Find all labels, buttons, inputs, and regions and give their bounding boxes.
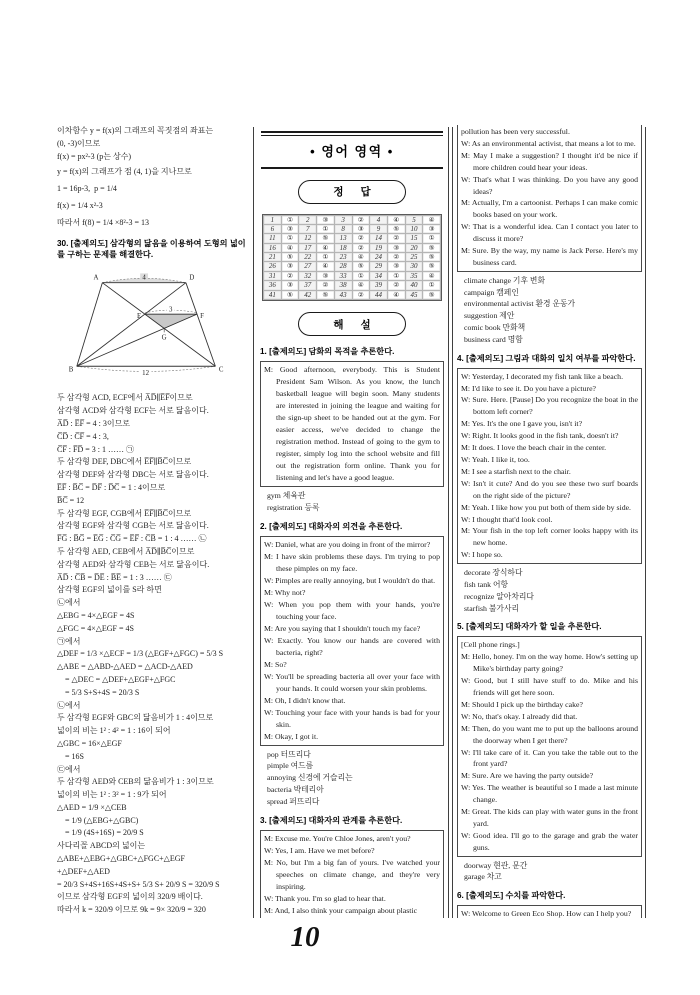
answer-question-number: 9 [370, 225, 387, 233]
answer-choice: ④ [423, 216, 440, 224]
trapezoid-diagram [65, 264, 237, 382]
math-line: △ABE = △ABD-△AED = △ACD-△AED [57, 662, 193, 672]
vocabulary-item: gym 체육관 [267, 491, 306, 501]
math-line: △FGC = 4×△EGF = 4S [57, 623, 134, 633]
answer-question-number: 14 [370, 234, 387, 242]
vocabulary-item: climate change 기후 변화 [464, 275, 545, 285]
math-line: 이차함수 y = f(x)의 그래프의 꼭짓점의 좌표는 [57, 126, 214, 135]
answer-choice: ② [317, 281, 334, 289]
point-label-e: E [136, 313, 142, 321]
dialogue-line: W: Sure. Here. [Pause] Do you recognize the boat in the bottom left corner? [461, 395, 638, 417]
dialogue-line: W: As an environmental activist, that means a lot to me. [461, 138, 636, 148]
answer-question-number: 12 [299, 234, 316, 242]
math-line: 이므로 삼각형 EGF의 넓이의 320/9 배이다. [57, 892, 203, 902]
math-line: 두 삼각형 ACD, ECF에서 A̅D̅∥E̅F̅이므로 [57, 393, 193, 403]
answer-choice: ⑤ [353, 262, 370, 270]
vocabulary-item: pop 터뜨리다 [267, 749, 311, 759]
dialogue-line: W: Touching your face with your hands is bad for your skin. [264, 707, 440, 729]
answer-question-number: 37 [299, 281, 316, 289]
dialogue-line: M: And, I also think your campaign about plastic [264, 905, 418, 915]
q30-geometry-figure [65, 264, 249, 387]
vertex-label-a: A [93, 275, 99, 283]
column-divider-right [645, 127, 646, 918]
answer-question-number: 15 [406, 234, 423, 242]
dialogue-line: M: Sure. By the way, my name is Jack Perse. Here's my business card. [461, 246, 638, 267]
question-4-dialogue-box [457, 368, 642, 565]
answer-choice: ⑤ [282, 253, 299, 261]
vocabulary-item: starfish 불가사리 [464, 603, 520, 613]
vocabulary-item: spread 퍼뜨리다 [267, 796, 320, 806]
answer-question-number: 33 [335, 272, 352, 280]
question-2-objective-heading: 2. [출제의도] 대화자의 의견을 추론한다. [260, 521, 403, 531]
vocabulary-item: doorway 현관, 문간 [464, 860, 528, 870]
question-5-vocabulary-list [464, 860, 642, 884]
dialogue-line: M: Yeah. I like how you put both of them side by side. [461, 502, 632, 512]
dialogue-line: [Cell phone rings.] [461, 640, 520, 650]
answer-question-number: 13 [335, 234, 352, 242]
answer-question-number: 2 [299, 216, 316, 224]
length-label-bc: 12 [142, 370, 150, 378]
answer-question-number: 20 [406, 244, 423, 252]
answer-question-number: 22 [299, 253, 316, 261]
answer-question-number: 5 [406, 216, 423, 224]
dialogue-line: M: Your fish in the top left corner looks happy with its new home. [461, 526, 638, 548]
math-line: (0, -3)이므로 [57, 138, 101, 148]
answer-choice: ④ [317, 262, 334, 270]
figure-edges [77, 283, 216, 367]
dialogue-line: W: Pimples are really annoying, but I wouldn't do that. [264, 575, 436, 585]
dialogue-line: W: Yeah. I like it, too. [461, 455, 530, 464]
answer-choice: ① [282, 234, 299, 242]
dialogue-line: M: May I make a suggestion? I thought it'd be nice if more children could hear your ideas. [461, 150, 638, 172]
dialogue-line: M: I see a starfish next to the chair. [461, 466, 571, 476]
question-4-vocabulary-list [464, 567, 642, 614]
answer-question-number: 27 [299, 262, 316, 270]
question-2-vocabulary-list [267, 749, 444, 808]
question-3-dialogue-box-part1 [260, 830, 444, 918]
answer-question-number: 25 [406, 253, 423, 261]
math-line: 사다리꼴 ABCD의 넓이는 [57, 841, 146, 851]
answer-choice: ④ [353, 253, 370, 261]
dialogue-line: M: Should I pick up the birthday cake? [461, 699, 583, 709]
column-divider-middle-inner [452, 127, 453, 918]
vocabulary-item: fish tank 어항 [464, 579, 509, 589]
vocabulary-item: campaign 캠페인 [464, 287, 519, 297]
dialogue-line: pollution has been very successful. [461, 127, 570, 136]
answer-choice: ② [353, 291, 370, 299]
dialogue-line: M: Sure. Are we having the party outside? [461, 771, 594, 781]
vocabulary-item: decorate 장식하다 [464, 568, 523, 578]
math-line: F̅G̅ : B̅G̅ = E̅G̅ : C̅G̅ = E̅F̅ : C̅B̅ = 1 : 4 …… ㉡ [57, 534, 207, 544]
english-section-title: • 영어 영역 • [310, 143, 394, 159]
answer-question-number: 43 [335, 291, 352, 299]
math-line: △DEF = 1/3 ×△ECF = 1/3 (△EGF+△FGC) = 5/3 S [57, 649, 224, 659]
dialogue-line: W: Good, but I still have stuff to do. Mike and his friends will get here soon. [461, 676, 638, 697]
answer-question-number: 6 [264, 225, 281, 233]
math-line: 따라서 k = 320/9 이므로 9k = 9× 320/9 = 320 [57, 905, 206, 915]
math-line: E̅F̅ : B̅C̅ = D̅F̅ : D̅C̅ = 1 : 4이므로 [57, 482, 166, 492]
answer-question-number: 10 [406, 225, 423, 233]
question-3-dialogue-box-part2 [457, 125, 642, 272]
answer-choice: ④ [282, 244, 299, 252]
question-5-dialogue-box [457, 636, 642, 856]
dialogue-line: W: Right. It looks good in the fish tank, doesn't it? [461, 431, 619, 441]
answer-question-number: 24 [370, 253, 387, 261]
vocabulary-item: suggestion 제안 [464, 311, 515, 321]
dialogue-line: M: Oh, I didn't know that. [264, 695, 346, 705]
math-line: C̅F̅ : F̅D̅ = 3 : 1 …… ㉠ [57, 444, 134, 454]
answer-question-number: 3 [335, 216, 352, 224]
answer-choice: ③ [317, 272, 334, 280]
math-line: 삼각형 EGF의 넓이를 S라 하면 [57, 585, 162, 595]
point-label-g: G [161, 335, 167, 343]
length-label-ad: 4 [142, 274, 146, 282]
answer-question-number: 44 [370, 291, 387, 299]
answer-choice: ⑤ [423, 291, 440, 299]
answer-question-number: 17 [299, 244, 316, 252]
answer-question-number: 29 [370, 262, 387, 270]
answer-choice: ⑤ [317, 291, 334, 299]
answer-question-number: 18 [335, 244, 352, 252]
math-line: △AED = 1/9 ×△CEB [57, 802, 127, 812]
dialogue-line: W: Daniel, what are you doing in front of the mirror? [264, 539, 431, 549]
dialogue-line: M: Actually, I'm a cartoonist. Perhaps I can make comic books based on your work. [461, 198, 638, 220]
answer-question-number: 23 [335, 253, 352, 261]
question-1-dialogue-box [260, 361, 444, 487]
question-5-objective-heading: 5. [출제의도] 대화자가 할 일을 추론한다. [457, 622, 602, 632]
math-line: ㉠에서 [57, 636, 81, 646]
answer-choice: ③ [317, 216, 334, 224]
dialogue-line: M: Good afternoon, everybody. This is Student President Sam Wilson. As you know, the lunch basketball league will begin soon. Many students are interested in joining the league and waiting for the sign-up sheet to be handed out at the gym. For easier access, we've decided to change the registration method. Instead of going to the gym to register, simply log into the school website and fill out the registration form online. Thank you for listening and let's have a good league. [264, 365, 440, 483]
answer-choice: ② [353, 216, 370, 224]
dialogue-line: W: Yes. The weather is beautiful so I made a last minute change. [461, 783, 638, 805]
math-line: 넓이의 비는 1² : 4² = 1 : 16이 되어 [57, 726, 171, 736]
dialogue-line: W: Exactly. You know our hands are covered with bacteria, right? [264, 635, 440, 657]
math-line: y = f(x)의 그래프가 점 (4, 1)을 지나므로 [57, 167, 192, 177]
vertex-label-b: B [68, 367, 74, 375]
answer-choice: ① [353, 272, 370, 280]
dialogue-line: M: Okay, I got it. [264, 731, 319, 741]
dialogue-line: M: Great. The kids can play with water guns in the front yard. [461, 807, 638, 828]
vocabulary-item: recognize 알아차리다 [464, 591, 534, 601]
dialogue-line: W: You'll be spreading bacteria all over your face with your hands. It could worsen your skin problems. [264, 671, 440, 693]
math-line: △EBG = 4×△EGF = 4S [57, 610, 135, 620]
answer-question-number: 1 [264, 216, 281, 224]
dialogue-line: W: I hope so. [461, 550, 503, 560]
math-line: 1 = 16p-3, p = 1/4 [57, 184, 117, 194]
math-line: 두 삼각형 DEF, DBC에서 E̅F̅∥B̅C̅이므로 [57, 457, 192, 467]
math-line: ㉢에서 [57, 764, 81, 774]
answer-choice: ① [388, 272, 405, 280]
math-line: 따라서 f(8) = 1/4 ×8²-3 = 13 [57, 218, 149, 228]
answer-choice: ③ [282, 225, 299, 233]
dialogue-line: M: So? [264, 659, 287, 669]
answer-key-table [262, 214, 442, 302]
answer-choice: ⑤ [423, 262, 440, 270]
math-line: = 1/9 (4S+16S) = 20/9 S [57, 828, 144, 838]
answer-choice: ⑤ [282, 291, 299, 299]
math-line: f(x) = px²-3 (p는 상수) [57, 151, 132, 161]
answer-choice: ① [317, 225, 334, 233]
answer-question-number: 31 [264, 272, 281, 280]
vertex-label-d: D [189, 275, 195, 283]
vertex-label-c: C [218, 367, 224, 375]
point-label-f: F [200, 313, 204, 321]
vocabulary-item: garage 차고 [464, 872, 502, 882]
dialogue-line: W: Thank you. I'm so glad to hear that. [264, 893, 386, 903]
answer-choice: ③ [353, 225, 370, 233]
answer-question-number: 32 [299, 272, 316, 280]
answer-choice: ③ [388, 244, 405, 252]
answer-question-number: 38 [335, 281, 352, 289]
dialogue-line: W: That is a wonderful idea. Can I contact you later to discuss it more? [461, 222, 638, 244]
shaded-triangle-egf [145, 315, 197, 329]
answer-choice: ③ [282, 281, 299, 289]
math-line: △GBC = 16×△EGF [57, 738, 122, 748]
dialogue-line: W: I thought that'd look cool. [461, 514, 553, 524]
dialogue-line: W: Isn't it cute? And do you see these two surf boards on the right side of the picture? [461, 478, 638, 500]
question-4-objective-heading: 4. [출제의도] 그림과 대화의 일치 여부를 파악한다. [457, 353, 636, 363]
answer-choice: ⑤ [388, 225, 405, 233]
question-6-objective-heading: 6. [출제의도] 수치를 파악한다. [457, 891, 566, 901]
answer-key-pill [298, 180, 406, 204]
math-line: = 20/3 S+4S+16S+4S+S+ 5/3 S+ 20/9 S = 320/9 S [57, 879, 220, 889]
dialogue-line: W: That's what I was thinking. Do you have any good ideas? [461, 174, 638, 196]
math-line: ㉡에서 [57, 700, 81, 710]
math-line: A̅D̅ : E̅F̅ = 4 : 3이므로 [57, 418, 131, 428]
answer-choice: ④ [388, 291, 405, 299]
math-line: = 1/9 (△EBG+△GBC) [57, 815, 139, 825]
answer-question-number: 16 [264, 244, 281, 252]
english-continued-column [457, 125, 642, 918]
dialogue-line: M: Are you saying that I shouldn't touch my face? [264, 623, 421, 633]
math-line: 삼각형 AED와 삼각형 CEB는 서로 닮음이다. [57, 559, 210, 569]
answer-question-number: 21 [264, 253, 281, 261]
vocabulary-item: registration 등록 [267, 502, 320, 512]
question-3-objective-heading: 3. [출제의도] 대화자의 관계를 추론한다. [260, 815, 403, 825]
answer-question-number: 26 [264, 262, 281, 270]
dialogue-line: M: No, but I'm a big fan of yours. I've watched your speeches on climate change, and they're very inspiring. [264, 857, 440, 891]
math-line: = 16S [57, 751, 84, 761]
answer-question-number: 40 [406, 281, 423, 289]
vocabulary-item: business card 명함 [464, 334, 523, 344]
dialogue-line: M: Then, do you want me to put up the balloons around the doorway when I get there? [461, 723, 638, 745]
answer-question-number: 36 [264, 281, 281, 289]
math-line: 두 삼각형 EGF와 GBC의 닮음비가 1 : 4이므로 [57, 713, 214, 723]
dialogue-line: M: It does. I love the beach chair in the center. [461, 443, 607, 453]
math-q29-solution [57, 125, 249, 231]
answer-choice: ③ [423, 225, 440, 233]
dialogue-line: M: Why not? [264, 587, 306, 597]
math-line: ㉡에서 [57, 598, 81, 608]
vocabulary-item: pimple 여드름 [267, 761, 314, 771]
answer-question-number: 35 [406, 272, 423, 280]
math-line: = 5/3 S+S+4S = 20/3 S [57, 687, 140, 697]
question-2-dialogue-box [260, 536, 444, 746]
answer-choice: ③ [282, 262, 299, 270]
explanation-pill [298, 312, 406, 336]
math-line: B̅C̅ = 12 [57, 495, 85, 505]
answer-question-number: 39 [370, 281, 387, 289]
answer-choice: ① [423, 234, 440, 242]
answer-question-number: 45 [406, 291, 423, 299]
answer-choice: ④ [317, 244, 334, 252]
question-1-objective-heading: 1. [출제의도] 담화의 목적을 추론한다. [260, 347, 395, 357]
dialogue-line: M: Excuse me. You're Chloe Jones, aren't you? [264, 833, 411, 843]
math-line: C̅D̅ : C̅F̅ = 4 : 3, [57, 431, 109, 441]
math-solution-column [57, 125, 249, 918]
answer-choice: ② [388, 234, 405, 242]
vocabulary-item: environmental activist 환경 운동가 [464, 299, 576, 309]
question-3-vocabulary-list [464, 275, 642, 346]
answer-choice: ② [353, 234, 370, 242]
answer-choice: ④ [353, 281, 370, 289]
dialogue-line: M: I have skin problems these days. I'm trying to pop these pimples on my face. [264, 551, 440, 573]
math-line: = △DEC = △DEF+△EGF+△FGC [57, 674, 176, 684]
math-line: 삼각형 DEF와 삼각형 DBC는 서로 닮음이다. [57, 470, 209, 480]
math-q30-solution [57, 392, 249, 917]
answer-question-number: 8 [335, 225, 352, 233]
dialogue-line: M: Yes. It's the one I gave you, isn't it? [461, 419, 583, 429]
answer-choice: ④ [388, 216, 405, 224]
answer-choice: ⑤ [423, 244, 440, 252]
dialogue-line: W: Yes, I am. Have we met before? [264, 845, 375, 855]
answer-choice: ② [388, 281, 405, 289]
math-line: △ABE+△EBG+△GBC+△FGC+△EGF [57, 854, 185, 864]
answer-choice: ① [317, 253, 334, 261]
dialogue-line: W: Welcome to Green Eco Shop. How can I help you? [461, 909, 632, 918]
answer-question-number: 41 [264, 291, 281, 299]
answer-question-number: 11 [264, 234, 281, 242]
dialogue-line: W: When you pop them with your hands, you're touching your face. [264, 599, 440, 621]
explanation-pill-label: 해 설 [333, 318, 378, 331]
dialogue-line: W: I'll take care of it. Can you take the table out to the front yard? [461, 747, 638, 769]
column-divider-left [253, 127, 254, 918]
answer-question-number: 4 [370, 216, 387, 224]
answer-question-number: 42 [299, 291, 316, 299]
answer-question-number: 7 [299, 225, 316, 233]
question-1-vocabulary-list [267, 490, 444, 514]
answer-choice: ① [282, 216, 299, 224]
vocabulary-item: annoying 신경에 거슬리는 [267, 773, 353, 783]
question-6-dialogue-box [457, 905, 642, 918]
answer-choice: ② [388, 253, 405, 261]
math-q30-objective-heading: 30. [출제의도] 삼각형의 닮음을 이용하여 도형의 넓이를 구하는 문제를 해결한다. [57, 239, 246, 260]
math-line: +△DEF+△AED [57, 866, 110, 876]
length-label-ef: 3 [168, 307, 173, 315]
column-divider-middle-outer [448, 127, 449, 918]
section-title-rules [261, 131, 443, 169]
english-section-column [260, 125, 444, 918]
math-line: 두 삼각형 AED, CEB에서 A̅D̅∥B̅C̅이므로 [57, 546, 195, 556]
math-line: 삼각형 ACD와 삼각형 ECF는 서로 닮음이다. [57, 406, 209, 416]
answer-question-number: 19 [370, 244, 387, 252]
answer-choice: ⑤ [423, 253, 440, 261]
math-line: 삼각형 EGF와 삼각형 CGB는 서로 닮음이다. [57, 521, 209, 531]
answer-choice: ② [282, 272, 299, 280]
dialogue-line: M: Hello, honey. I'm on the way home. How's setting up Mike's birthday party going? [461, 652, 638, 674]
math-line: 두 삼각형 EGF, CGB에서 E̅F̅∥B̅C̅이므로 [57, 508, 192, 518]
dialogue-line: M: I'd like to see it. Do you have a picture? [461, 383, 596, 393]
vocabulary-item: comic book 만화책 [464, 323, 526, 333]
math-line: A̅D̅ : C̅B̅ = D̅E̅ : B̅E̅ = 1 : 3 …… ㉢ [57, 572, 172, 582]
dialogue-line: W: Yesterday, I decorated my fish tank like a beach. [461, 371, 624, 381]
answer-choice: ② [353, 244, 370, 252]
answer-key-pill-label: 정 답 [333, 186, 378, 198]
answer-choice: ③ [388, 262, 405, 270]
dialogue-line: W: No, that's okay. I already did that. [461, 711, 578, 721]
answer-choice: ④ [423, 272, 440, 280]
math-line: 두 삼각형 AED와 CEB의 닮음비가 1 : 3이므로 [57, 777, 214, 787]
math-line: 넓이의 비는 1² : 3² = 1 : 9가 되어 [57, 790, 167, 800]
answer-question-number: 34 [370, 272, 387, 280]
dialogue-line: W: Good idea. I'll go to the garage and grab the water guns. [461, 830, 638, 852]
vocabulary-item: bacteria 박테리아 [267, 785, 324, 794]
answer-choice: ⑤ [317, 234, 334, 242]
answer-question-number: 30 [406, 262, 423, 270]
answer-choice: ① [423, 281, 440, 289]
page-number: 10 [290, 921, 320, 953]
answer-question-number: 28 [335, 262, 352, 270]
math-line: f(x) = 1/4 x²-3 [57, 201, 103, 211]
